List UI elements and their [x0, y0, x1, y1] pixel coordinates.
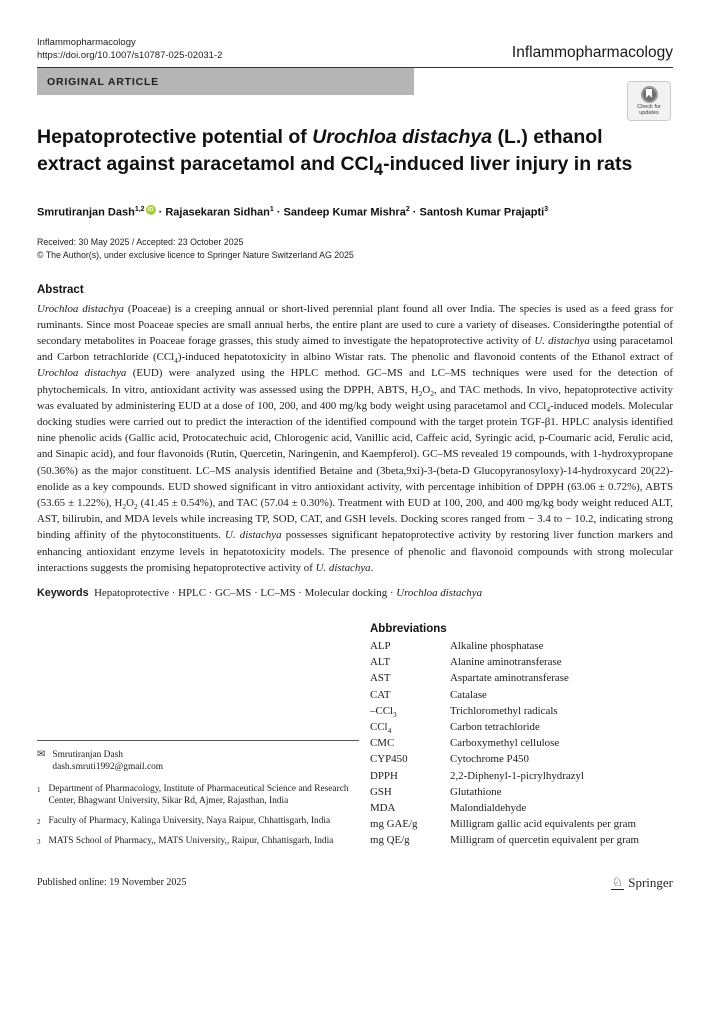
published-online: Published online: 19 November 2025	[37, 877, 187, 889]
abbreviation-row	[370, 816, 673, 832]
abbreviation-definition: Milligram of quercetin equivalent per gram	[450, 834, 640, 847]
keywords-line	[37, 587, 673, 599]
abbreviation-definition: Alkaline phosphatase	[450, 640, 544, 652]
abbreviation-key: AST	[370, 672, 391, 685]
abbreviation-key: CMC	[370, 737, 395, 750]
abbreviation-definition: Aspartate aminotransferase	[450, 672, 569, 685]
abbreviation-key: ALP	[370, 640, 391, 652]
abbreviation-definition: Milligram gallic acid equivalents per gram	[450, 818, 636, 831]
abstract-text: Urochloa distachya (Poaceae) is a creeping annual or short-lived perennial plant found all over India. The species is used as a feed grass for ruminants. Since most Poaceae species are small annual herbs, the entire plant are used to cure a variety of diseases. Consideringthe potential of secondary metabolites in Poaceae forage grasses, this study aimed to investigate the hepatoprotective activity of U. distachya using paracetamol and Carbon tetrachloride (CCl$_4$)-induced hepatotoxicity in albino Wistar rats. The phenolic and flavonoid contents of the Ethanol extract of Urochloa distachya (EUD) were analyzed using the HPLC method. GC–MS and LC–MS techniques were used for the detection of phytochemicals. In vitro, antioxidant activity was assessed using the DPPH, ABTS, $H_2O_2$, and TAC methods. In vivo, hepatoprotective activity was evaluated by administering EUD at a dose of 100, 200, and 400 mg/kg body weight using paracetamol and CCl$_4$-induced models. Molecular docking studies were carried out to predict the interaction of the identified compound with the target protein TGF-β1. HPLC analysis identified nine phenolic acids (Gallic acid, Protocatechuic acid, Chlorogenic acid, Vanillic acid, Caffeic acid, Syringic acid, p-Coumaric acid, Ferulic acid, and Sinapic acid), and four flavonoids (Rutin, Quercetin, Naringenin, and Kaempferol). GC–MS revealed 19 compounds, with 1-hydroxypropane (50.36%) as the major constituent. LC–MS analysis identified Betaine and (3beta,9xi)-3-(beta-D Glucopyranosyloxy)-14-hydroxycard 20(22)-enolide as a key compounds. EUD showed significant in vitro antioxidant activity, with percentage inhibition of DPPH (63.06 ± 0.72%), ABTS (53.65 ± 1.22%), $H_2O_2$ (41.45 ± 0.54%), and TAC (57.04 ± 0.30%). Treatment with EUD at 100, 200, and 400 mg/kg body weight reduced ALT, AST, bilirubin, and MDA levels while increasing TP, SOD, CAT, and GSH levels. Docking scores ranged from − 3.4 to − 10.2, indicating strong binding affinity of the phytoconstituents. U. distachya possesses significant hepatoprotective activity by restoring liver function markers and enhancing antioxidant enzyme levels in hepatotoxicity models. The presence of phenolic and flavonoid compounds with strong molecular interactions suggests the promising hepatoprotective activity of U. distachya.	[37, 302, 673, 574]
corresponding-author-name: Smrutiranjan Dash	[52, 749, 123, 760]
corresponding-author-email[interactable]: dash.smruti1992@gmail.com	[52, 762, 164, 773]
affiliation-text: MATS School of Pharmacy,, MATS University,, Raipur, Chhattisgarh, India	[48, 836, 334, 847]
abbreviation-row	[370, 687, 673, 703]
keywords-list: Hepatoprotective · HPLC · GC–MS · LC–MS · Molecular docking · Urochloa distachya	[94, 587, 483, 599]
abbreviation-definition: Catalase	[450, 688, 487, 701]
orcid-icon[interactable]: iD	[146, 205, 156, 215]
copyright-line: © The Author(s), under exclusive licence to Springer Nature Switzerland AG 2025	[37, 249, 354, 260]
abbreviation-row	[370, 703, 673, 719]
abbreviation-key: –CCl$_3$	[370, 704, 397, 719]
abbreviation-key: MDA	[370, 802, 396, 815]
abbreviation-key: DPPH	[370, 769, 398, 782]
affiliation-item	[37, 783, 359, 808]
keywords-label: Keywords	[37, 587, 89, 599]
abbreviation-row	[370, 784, 673, 800]
article-type-bar: ORIGINAL ARTICLE	[37, 68, 414, 95]
article-title: Hepatoprotective potential of Urochloa distachya (L.) ethanol extract against paracetamol and CCl$_4$-induced liver injury in rats	[37, 126, 633, 179]
journal-name-small: Inflammopharmacology	[37, 37, 136, 48]
abbreviation-definition: 2,2-Diphenyl-1-picrylhydrazyl	[450, 769, 584, 782]
abbreviation-key: mg GAE/g	[370, 818, 418, 831]
affiliation-text: Faculty of Pharmacy, Kalinga University, Naya Raipur, Chhattisgarh, India	[48, 815, 331, 826]
affiliation-number: 3	[37, 838, 41, 847]
abbreviation-row	[370, 638, 673, 654]
footnote-separator	[37, 740, 359, 741]
footnote-block	[37, 740, 359, 849]
crossmark-icon	[641, 86, 658, 103]
abbreviation-key: ALT	[370, 656, 391, 669]
abbreviations-heading: Abbreviations	[370, 623, 447, 635]
affiliation-number: 1	[37, 785, 41, 794]
abbreviation-row	[370, 735, 673, 751]
abbreviation-key: CAT	[370, 688, 391, 701]
abbreviations-list	[370, 638, 673, 849]
journal-name-large: Inflammopharmacology	[511, 44, 673, 61]
abbreviation-row	[370, 719, 673, 735]
check-updates-label: Check for updates	[637, 103, 661, 116]
abbreviation-row	[370, 654, 673, 670]
doi-link[interactable]: https://doi.org/10.1007/s10787-025-02031-2	[37, 50, 223, 61]
abbreviation-definition: Malondialdehyde	[450, 802, 527, 815]
abstract-heading: Abstract	[37, 283, 84, 296]
abbreviation-key: GSH	[370, 785, 392, 798]
abbreviation-definition: Carbon tetrachloride	[450, 721, 540, 734]
authors-line: Smrutiranjan Dash$^{1,2}$ iD · Rajasekaran Sidhan$^1$ · Sandeep Kumar Mishra$^2$ · Santosh Kumar Prajapti$^3$	[37, 205, 549, 219]
affiliation-item	[37, 835, 359, 849]
abbreviation-row	[370, 800, 673, 816]
publisher-logo	[611, 875, 673, 891]
abbreviation-definition: Cytochrome P450	[450, 753, 529, 766]
abbreviation-key: CYP450	[370, 753, 408, 766]
springer-horse-icon: ♘	[611, 874, 624, 890]
affiliation-number: 2	[37, 817, 41, 826]
affiliation-item	[37, 815, 359, 829]
page-header	[37, 36, 673, 62]
abbreviation-definition: Carboxymethyl cellulose	[450, 737, 560, 750]
abbreviation-definition: Trichloromethyl radicals	[450, 704, 558, 717]
affiliations-list	[37, 783, 359, 849]
check-for-updates-badge[interactable]	[627, 81, 671, 121]
envelope-icon: ✉	[37, 748, 46, 760]
abbreviations-section	[359, 623, 673, 849]
abbreviation-key: mg QE/g	[370, 834, 410, 847]
affiliation-text: Department of Pharmacology, Institute of Pharmaceutical Science and Research Center, Bhagwant University, Sikar Rd, Ajmer, Rajasthan, India	[48, 783, 349, 807]
abbreviation-row	[370, 832, 673, 848]
abbreviation-key: CCl$_4$	[370, 721, 392, 736]
publisher-name: Springer	[628, 874, 673, 890]
abbreviation-definition: Alanine aminotransferase	[450, 656, 562, 669]
abbreviation-row	[370, 751, 673, 767]
abbreviation-row	[370, 768, 673, 784]
received-accepted-line: Received: 30 May 2025 / Accepted: 23 October 2025	[37, 236, 244, 247]
abbreviation-definition: Glutathione	[450, 785, 502, 798]
correspondence	[37, 749, 359, 774]
abbreviation-row	[370, 670, 673, 686]
